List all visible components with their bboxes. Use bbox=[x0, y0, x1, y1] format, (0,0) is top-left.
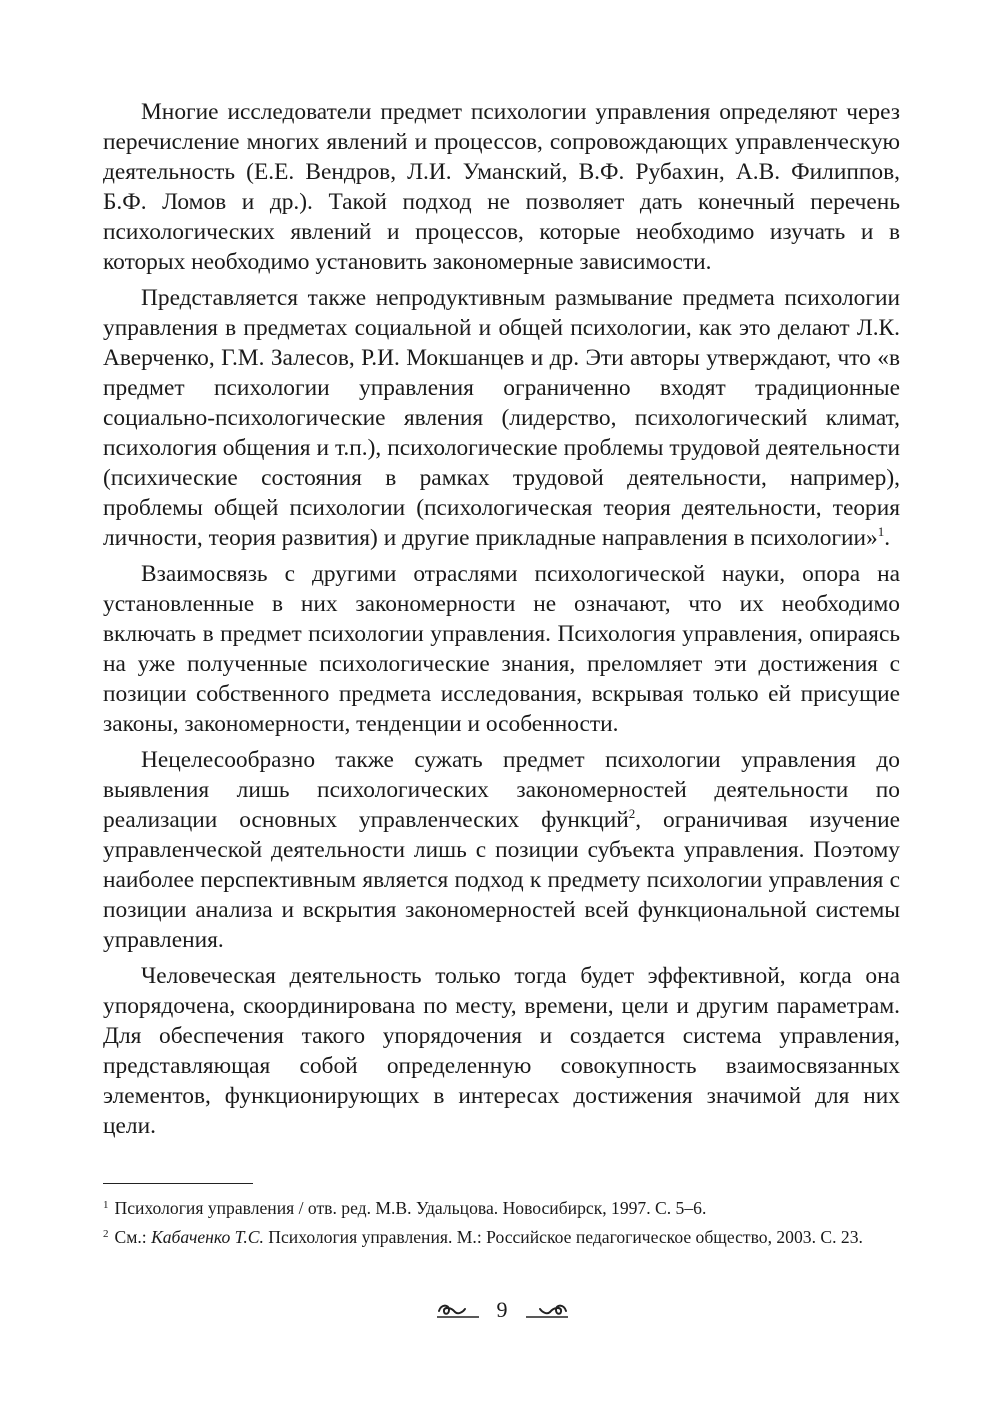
paragraph-2 bbox=[103, 283, 900, 553]
main-text bbox=[103, 97, 900, 1147]
footnote-2-prefix: См.: bbox=[114, 1227, 152, 1247]
footnote-1-text: Психология управления / отв. ред. М.В. Удальцова. Новосибирск, 1997. С. 5–6. bbox=[114, 1198, 707, 1218]
footnote-2 bbox=[103, 1225, 900, 1250]
footnote-ref-1: 1 bbox=[877, 524, 885, 539]
left-ornament-icon bbox=[435, 1300, 481, 1320]
footnotes bbox=[103, 1196, 900, 1254]
paragraph-1 bbox=[103, 97, 900, 277]
paragraph-2-end: . bbox=[884, 525, 891, 551]
paragraph-3-text: Взаимосвязь с другими отраслями психологической науки, опора на установленные в них закономерности не означают, что их необходимо включать в предмет психологии управления. Психология управления, опираясь на уже полученные психологические знания, преломляет эти достижения с позиции собственного предмета исследования, вскрывая только ей присущие законы, закономерности, тенденции и особенности. bbox=[103, 561, 900, 737]
paragraph-4-end: , ограничивая изучение управленческой деятельности лишь с позиции субъекта управления. Поэтому наиболее перспективным является подход к предмету психологии управления с позиции анализа и вскрытия закономерностей всей функциональной системы управления. bbox=[103, 807, 900, 953]
footnote-2-number: 2 bbox=[103, 1228, 109, 1240]
footnote-2-text: Психология управления. М.: Российское педагогическое общество, 2003. С. 23. bbox=[263, 1227, 863, 1247]
footnote-1 bbox=[103, 1196, 900, 1221]
paragraph-5-text: Человеческая деятельность только тогда будет эффективной, когда она упорядочена, скоординирована по месту, времени, цели и другим параметрам. Для обеспечения такого упорядочения и создается система управления, представляющая собой определенную совокупность взаимосвязанных элементов, функционирующих в интересах достижения значимой для них цели. bbox=[103, 963, 900, 1139]
footnote-ref-2: 2 bbox=[628, 806, 636, 821]
page-footer bbox=[0, 1290, 1004, 1330]
paragraph-4 bbox=[103, 745, 900, 955]
paragraph-4-text: Нецелесообразно также сужать предмет психологии управления до выявления лишь психологических закономерностей деятельности по реализации основных управленческих функций bbox=[103, 747, 900, 833]
paragraph-3 bbox=[103, 559, 900, 739]
paragraph-2-text: Представляется также непродуктивным размывание предмета психологии управления в предметах социальной и общей психологии, как это делают Л.К. Аверченко, Г.М. Залесов, Р.И. Мокшанцев и др. Эти авторы утверждают, что «в предмет психологии управления ограниченно входят традиционные социально-психологические явления (лидерство, психологический климат, психология общения и т.п.), психологические проблемы трудовой деятельности (психические состояния в рамках трудовой деятельности, например), проблемы общей психологии (психологическая теория деятельности, теория личности, теория развития) и другие прикладные направления в психологии» bbox=[103, 285, 900, 551]
page-number: 9 bbox=[496, 1297, 508, 1322]
footnote-2-author: Кабаченко Т.С. bbox=[151, 1227, 264, 1247]
footnote-divider bbox=[103, 1183, 253, 1184]
right-ornament-icon bbox=[524, 1300, 570, 1320]
paragraph-5 bbox=[103, 961, 900, 1141]
paragraph-1-text: Многие исследователи предмет психологии управления определяют через перечисление многих явлений и процессов, сопровождающих управленческую деятельность (Е.Е. Вендров, Л.И. Уманский, В.Ф. Рубахин, А.В. Филиппов, Б.Ф. Ломов и др.). Такой подход не позволяет дать конечный перечень психологических явлений и процессов, которые необходимо изучать и в которых необходимо установить закономерные зависимости. bbox=[103, 99, 900, 275]
footnote-1-number: 1 bbox=[103, 1199, 109, 1211]
